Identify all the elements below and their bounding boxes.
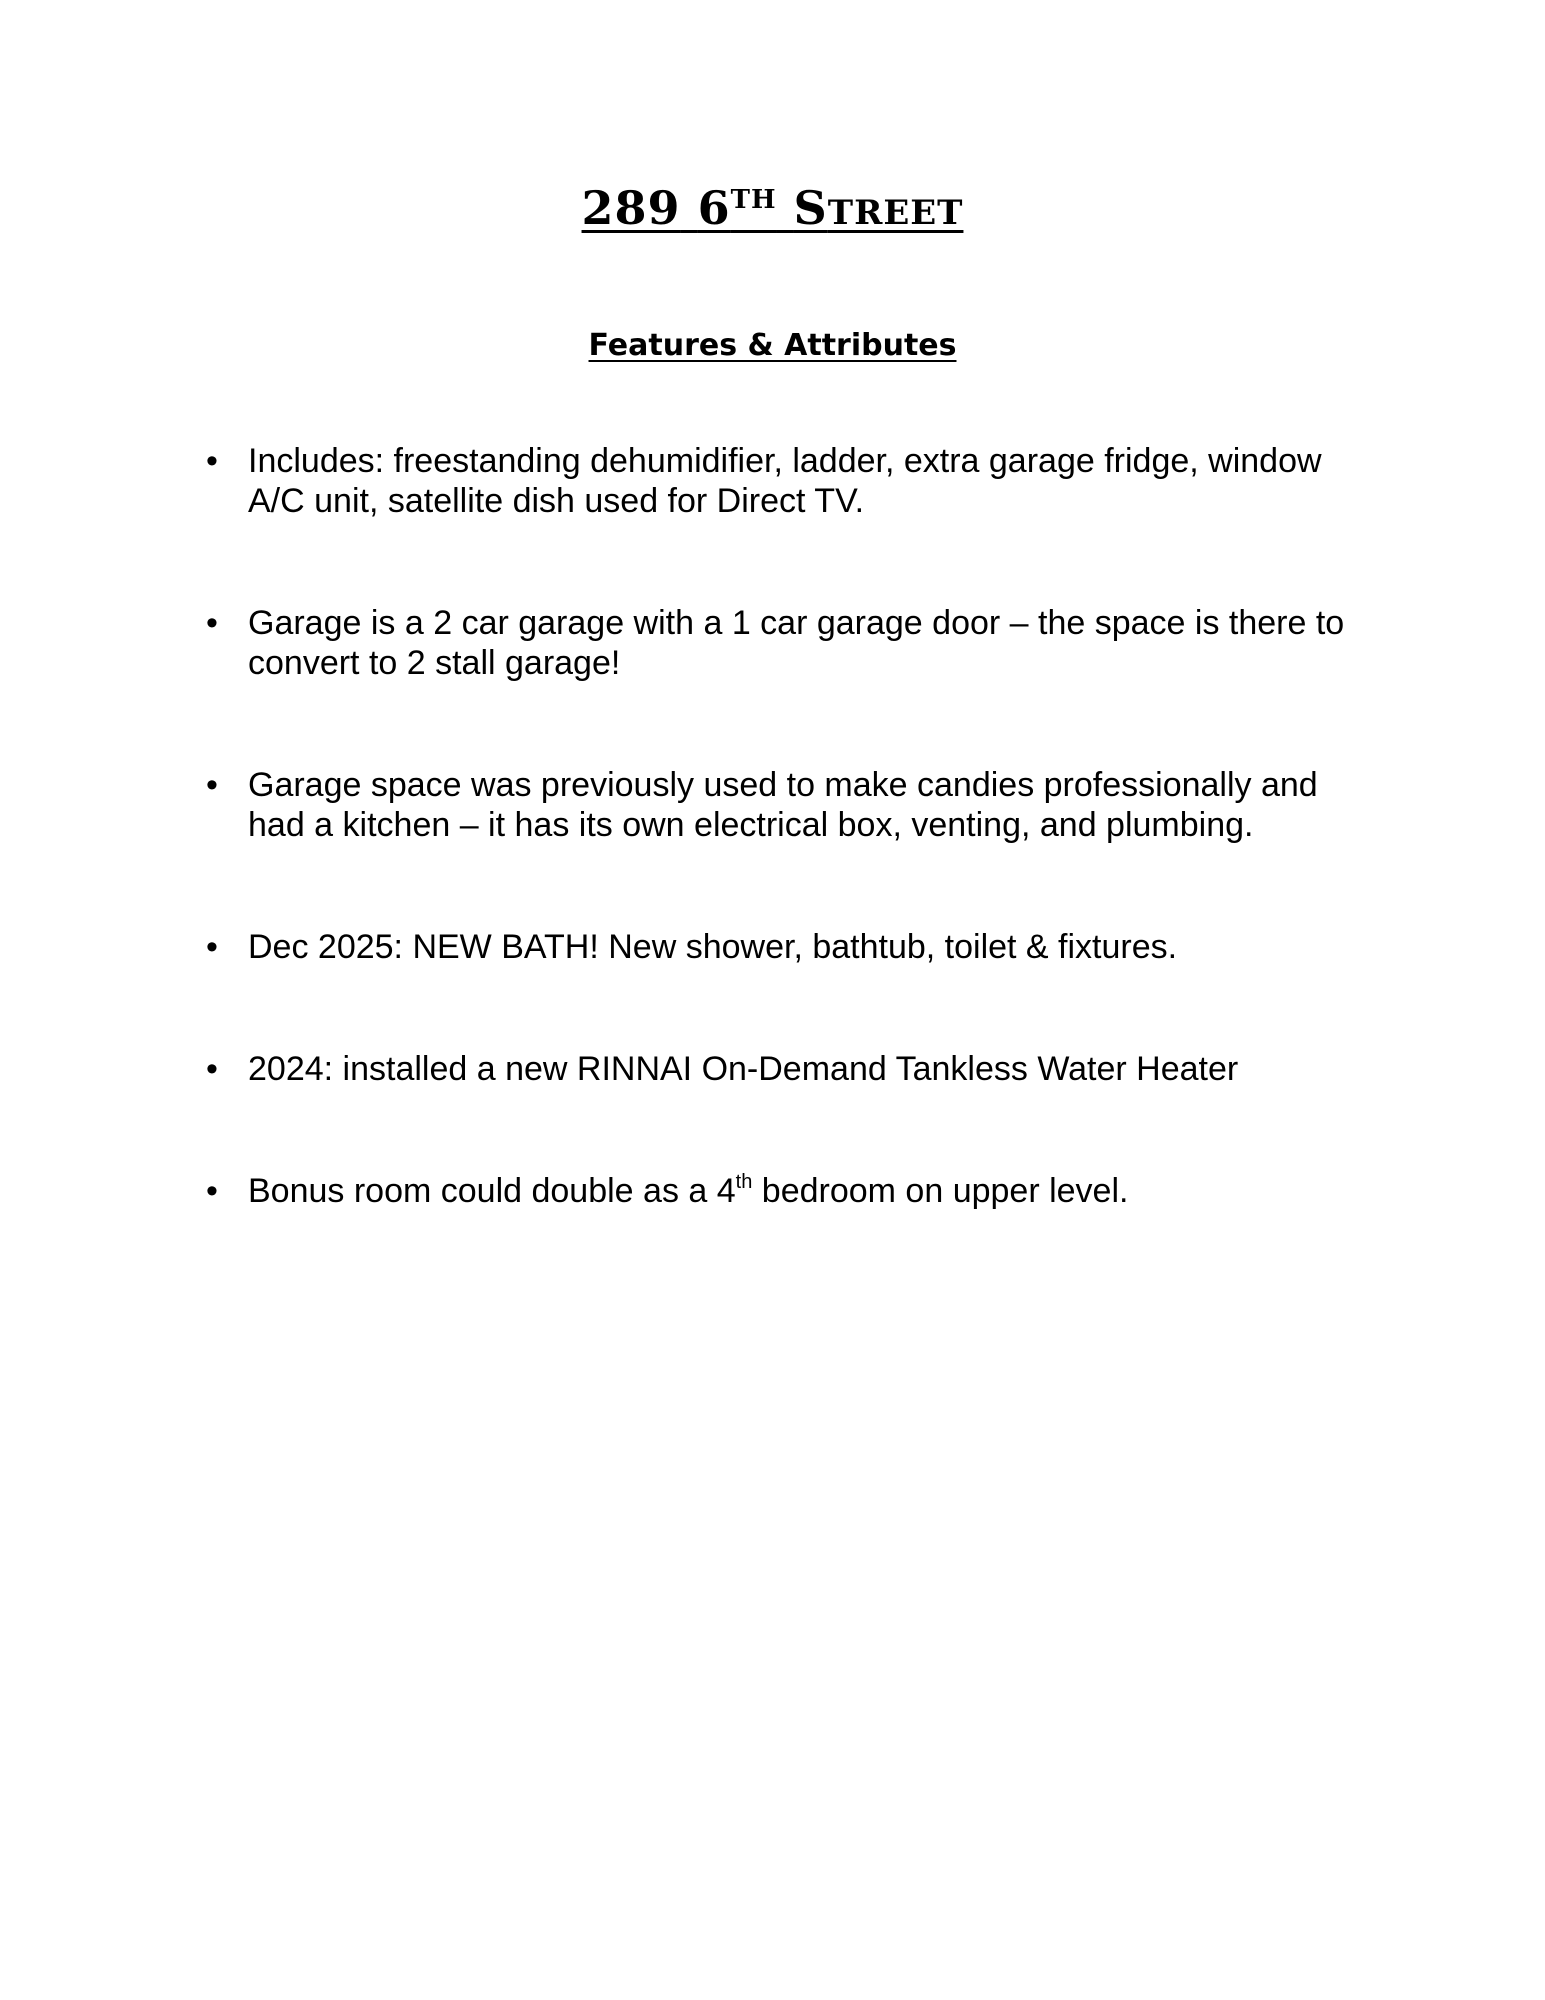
address-heading xyxy=(582,181,964,235)
page-title xyxy=(0,178,1545,243)
bullet-icon: • xyxy=(206,1050,218,1088)
feature-text-before: Bonus room could double as a 4 xyxy=(248,1172,736,1210)
feature-text xyxy=(248,1172,1128,1210)
list-item xyxy=(206,441,1378,521)
bullet-icon: • xyxy=(206,928,218,966)
section-heading-text: Features & Attributes xyxy=(588,328,957,363)
feature-text: Garage is a 2 car garage with a 1 car garage door – the space is there to convert to 2 stall garage! xyxy=(248,604,1345,682)
feature-text: Includes: freestanding dehumidifier, ladder, extra garage fridge, window A/C unit, satellite dish used for Direct TV. xyxy=(248,442,1322,520)
bullet-icon: • xyxy=(206,442,218,480)
list-item xyxy=(206,1049,1378,1089)
bullet-icon: • xyxy=(206,766,218,804)
section-heading xyxy=(0,326,1545,366)
title-street-rest: TREET xyxy=(827,193,964,233)
title-ordinal-digit: 6 xyxy=(697,181,731,235)
feature-text: Garage space was previously used to make candies professionally and had a kitchen – it has its own electrical box, venting, and plumbing. xyxy=(248,766,1318,844)
bullet-icon: • xyxy=(206,1172,218,1210)
feature-ordinal-suffix: th xyxy=(735,1171,753,1193)
feature-text: 2024: installed a new RINNAI On-Demand Tankless Water Heater xyxy=(248,1050,1239,1088)
list-item xyxy=(206,1171,1378,1211)
title-number: 289 xyxy=(581,181,681,235)
feature-text-after: bedroom on upper level. xyxy=(752,1172,1129,1210)
feature-text: Dec 2025: NEW BATH! New shower, bathtub, toilet & fixtures. xyxy=(248,928,1178,966)
bullet-icon: • xyxy=(206,604,218,642)
title-street-initial: S xyxy=(793,181,828,235)
list-item xyxy=(206,927,1378,967)
list-item xyxy=(206,765,1378,845)
title-ordinal-suffix: TH xyxy=(730,185,777,215)
list-item xyxy=(206,603,1378,683)
